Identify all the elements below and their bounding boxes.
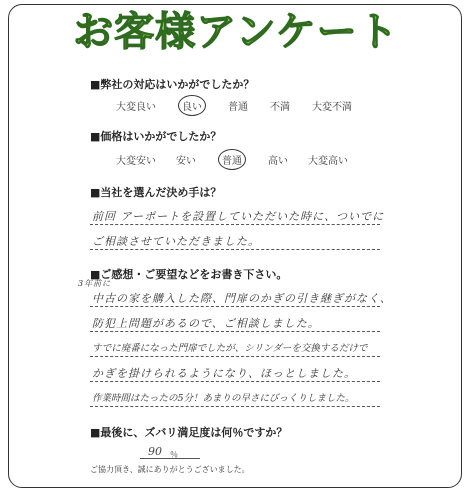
feedback-answer-line: すでに廃番になった門扉でしたが、シリンダーを交換するだけで (92, 343, 368, 354)
option-very-good[interactable]: 大変良い (116, 102, 156, 113)
reason-answer-line: ご相談させていただきました。 (92, 235, 260, 248)
question-reason: ■当社を選んだ決め手は？ (90, 186, 222, 199)
option-normal[interactable]: 普通 (228, 102, 248, 113)
thank-you-note: ご協力頂き、誠にありがとうございました。 (90, 465, 250, 474)
question-feedback: ■ご感想・ご要望などをお書き下さい。 (90, 268, 288, 281)
option-cheap[interactable]: 安い (176, 156, 196, 167)
answer-rule (90, 249, 380, 250)
question-price: ■価格はいかがでしたか？ (90, 130, 222, 143)
percent-unit: ％ (170, 450, 178, 459)
answer-rule (90, 356, 380, 357)
feedback-answer-line: かぎを掛けられるようになり、ほっとしました。 (92, 367, 356, 380)
answer-rule (90, 331, 380, 332)
answer-rule (90, 381, 380, 382)
option-good[interactable]: 良い (182, 98, 202, 113)
page-title: お客様アンケート (73, 9, 399, 55)
satisfaction-rule (140, 458, 200, 459)
option-expensive[interactable]: 高い (268, 156, 288, 167)
answer-rule (90, 224, 380, 225)
question-satisfaction: ■最後に、ズバリ満足度は何％ですか？ (90, 426, 288, 439)
option-very-cheap[interactable]: 大変安い (116, 156, 156, 167)
option-very-unsatisfied[interactable]: 大変不満 (312, 102, 352, 113)
answer-rule (90, 306, 380, 307)
feedback-answer-line: 防犯上問題があるので、ご相談しました。 (92, 317, 320, 330)
option-unsatisfied[interactable]: 不満 (270, 102, 290, 113)
reason-answer-line: 前回 アーポートを設置していただいた時に、ついでに (92, 210, 385, 223)
feedback-answer-line: 中古の家を購入した際、門扉のかぎの引き継ぎがなく、 (92, 292, 392, 305)
question-service: ■弊社の対応はいかがでしたか？ (90, 78, 255, 91)
option-normal-price[interactable]: 普通 (222, 152, 242, 167)
insert-note: 3年前に (78, 279, 112, 288)
option-very-expensive[interactable]: 大変高い (308, 156, 348, 167)
satisfaction-value[interactable]: 90 (148, 445, 162, 458)
feedback-answer-line: 作業時間はたったの5分！あまりの早さにびっくりしました。 (92, 393, 355, 404)
answer-rule (90, 406, 380, 407)
